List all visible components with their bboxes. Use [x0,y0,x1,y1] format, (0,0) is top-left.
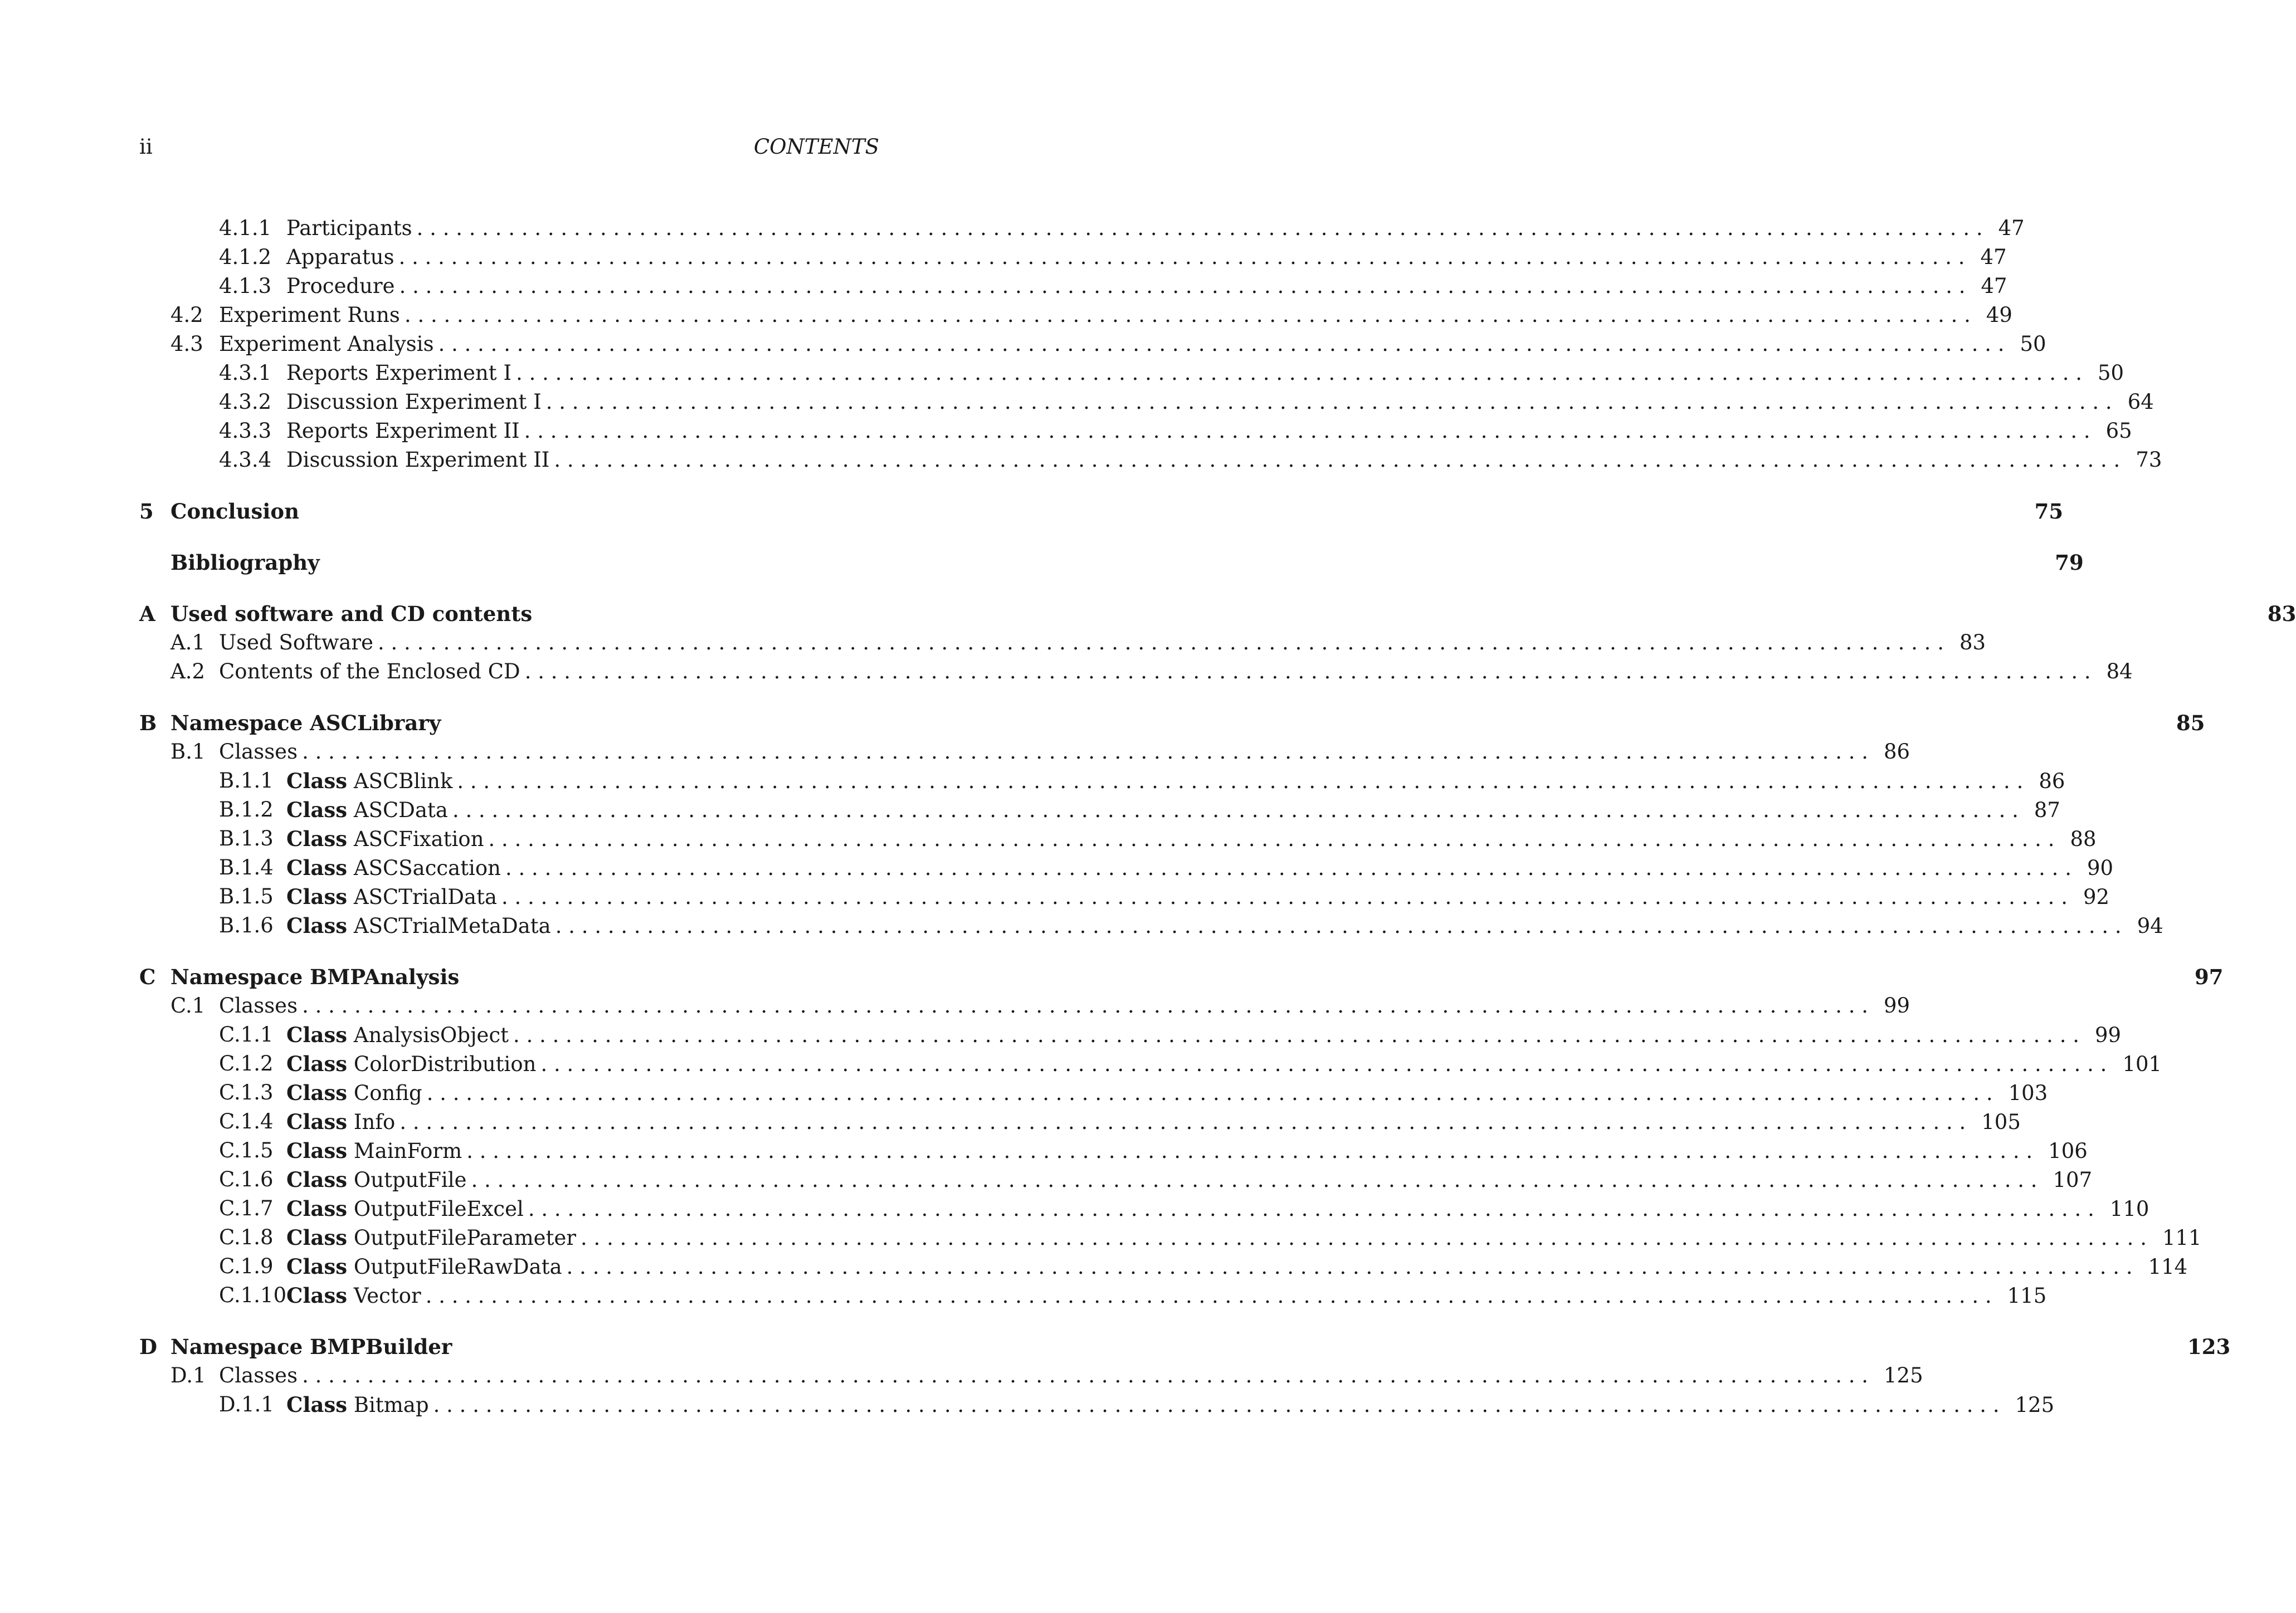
page-header [139,135,879,163]
dot-leader: . . . . . . . . . . . . . . . . . . . . . . . . . . . . . . . . . . . . . . . . . . . . . . . . . . . . . . . . . . . . . . . . . . . . . . . . . . . . . . . . . . . . . . . . . . . . . . . . . . . . . . . . . . . . . . . . . . . . . . . . [555,914,2122,938]
toc-entry-title [286,1078,422,1108]
toc-page-number: 84 [2106,659,2133,683]
dot-leader: . . . . . . . . . . . . . . . . . . . . . . . . . . . . . . . . . . . . . . . . . . . . . . . . . . . . . . . . . . . . . . . . . . . . . . . . . . . . . . . . . . . . . . . . . . . . . . . . . . . . . . . . . . . . . . . . . . . . . . . . [540,1052,2107,1076]
toc-page-number: 47 [1998,216,2025,240]
toc-entry-title [286,795,448,825]
toc-entry-row[interactable] [139,1136,2088,1165]
toc-entry-title: Experiment Analysis [219,332,434,356]
class-keyword: Class [286,1109,348,1134]
toc-entry-title: Classes [219,740,298,764]
class-name: ASCTrialData [353,885,498,909]
toc-page-number: 85 [2176,711,2205,735]
toc-entry-number: 4.1.1 [219,216,272,240]
dot-leader: . . . . . . . . . . . . . . . . . . . . . . . . . . . . . . . . . . . . . . . . . . . . . . . . . . . . . . . . . . . . . . . . . . . . . . . . . . . . . . . . . . . . . . . . . . . . . . . . . . . . . . . . . . . . . . . . . . . . . . . . [302,994,1868,1018]
toc-entry-title: Classes [219,1363,298,1387]
toc-entry-row[interactable] [139,272,2007,301]
toc-entry-row[interactable] [139,853,2114,882]
toc-page-number: 49 [1986,303,2012,327]
toc-chapter-row[interactable] [139,1332,2231,1361]
dot-leader: . . . . . . . . . . . . . . . . . . . . . . . . . . . . . . . . . . . . . . . . . . . . . . . . . . . . . . . . . . . . . . . . . . . . . . . . . . . . . . . . . . . . . . . . . . . . . . . . . . . . . . . . . . . . . . . . . . . . . . . . [398,245,1965,269]
class-name: AnalysisObject [353,1023,509,1047]
toc-entry-row[interactable] [139,1252,2188,1281]
toc-entry-number: 4.1.3 [219,274,272,298]
toc-entry-row[interactable] [139,359,2124,388]
toc-page-number: 88 [2070,827,2097,851]
toc-entry-number: 4.3.1 [219,361,272,385]
toc-page-number: 99 [1884,994,1910,1018]
toc-entry-number: 5 [139,499,154,524]
class-keyword: Class [286,1225,348,1250]
toc-entry-title: Contents of the Enclosed CD [219,659,520,683]
toc-entry-title: Namespace BMPBuilder [170,1335,452,1359]
toc-page-number: 97 [2194,965,2224,989]
toc-page-number: 94 [2137,914,2163,938]
toc-entry-title: Procedure [286,274,395,298]
toc-entry-title [286,882,497,912]
toc-entry-row[interactable] [139,1361,1923,1390]
toc-entry-number: B.1.5 [219,884,274,908]
toc-entry-row[interactable] [139,1078,2048,1107]
toc-chapter-row[interactable] [139,962,2224,991]
dot-leader: . . . . . . . . . . . . . . . . . . . . . . . . . . . . . . . . . . . . . . . . . . . . . . . . . . . . . . . . . . . . . . . . . . . . . . . . . . . . . . . . . . . . . . . . . . . . . . . . . . . . . . . . . . . . . . . . . . . . . . . . [528,1197,2094,1221]
toc-entry-number: 4.1.2 [219,245,272,269]
toc-entry-number: 4.3.3 [219,419,272,443]
toc-entry-number: B.1.1 [219,769,274,793]
running-title: CONTENTS [753,135,879,159]
class-keyword: Class [286,913,348,938]
toc-chapter-row[interactable] [139,548,2084,577]
class-keyword: Class [286,1081,348,1105]
toc-entry-title [286,1107,395,1137]
class-name: ASCData [353,798,448,822]
toc-entry-row[interactable] [139,1281,2047,1310]
toc-page-number: 75 [2034,499,2064,524]
class-name: OutputFileExcel [353,1197,524,1221]
toc-entry-number: D.1 [170,1363,206,1387]
class-name: Info [353,1110,396,1134]
toc-page-number: 64 [2127,390,2154,414]
dot-leader: . . . . . . . . . . . . . . . . . . . . . . . . . . . . . . . . . . . . . . . . . . . . . . . . . . . . . . . . . . . . . . . . . . . . . . . . . . . . . . . . . . . . . . . . . . . . . . . . . . . . . . . . . . . . . . . . . . . . . . . . [471,1168,2037,1192]
toc-page-number: 99 [2094,1023,2122,1047]
toc-entry-title [286,1194,524,1224]
dot-leader: . . . . . . . . . . . . . . . . . . . . . . . . . . . . . . . . . . . . . . . . . . . . . . . . . . . . . . . . . . . . . . . . . . . . . . . . . . . . . . . . . . . . . . . . . . . . . . . . . . . . . . . . . . . . . . . . . . . . . . . . [302,740,1868,764]
toc-entry-row[interactable] [139,417,2132,446]
toc-entry-title: Discussion Experiment II [286,448,550,472]
toc-entry-title [286,911,551,941]
toc-entry-number: 4.3 [170,332,203,356]
toc-entry-row[interactable] [139,1049,2162,1078]
dot-leader: . . . . . . . . . . . . . . . . . . . . . . . . . . . . . . . . . . . . . . . . . . . . . . . . . . . . . . . . . . . . . . . . . . . . . . . . . . . . . . . . . . . . . . . . . . . . . . . . . . . . . . . . . . . . . . . . . . . . . . . . [302,1363,1868,1387]
toc-page-number: 111 [2162,1226,2202,1250]
class-keyword: Class [286,798,348,822]
toc-page-number: 87 [2034,798,2060,822]
toc-chapter-row[interactable] [139,599,2296,628]
toc-entry-row[interactable] [139,1165,2093,1194]
dot-leader: . . . . . . . . . . . . . . . . . . . . . . . . . . . . . . . . . . . . . . . . . . . . . . . . . . . . . . . . . . . . . . . . . . . . . . . . . . . . . . . . . . . . . . . . . . . . . . . . . . . . . . . . . . . . . . . . . . . . . . . . [416,216,1983,240]
toc-entry-title: Classes [219,994,298,1018]
toc-page-number: 90 [2087,856,2114,880]
toc-entry-title: Reports Experiment II [286,419,520,443]
toc-entry-number: C.1.6 [219,1167,274,1191]
class-name: MainForm [353,1139,462,1163]
toc-page-number: 47 [1981,274,2007,298]
toc-entry-row[interactable] [139,628,1986,657]
toc-page-number: 103 [2008,1081,2048,1105]
toc-entry-number: B.1.4 [219,856,274,879]
toc-entry-row[interactable] [139,911,2163,940]
toc-entry-title: Conclusion [170,499,299,524]
toc-entry-number: B.1.3 [219,827,274,851]
class-name: ASCBlink [353,769,453,793]
dot-leader: . . . . . . . . . . . . . . . . . . . . . . . . . . . . . . . . . . . . . . . . . . . . . . . . . . . . . . . . . . . . . . . . . . . . . . . . . . . . . . . . . . . . . . . . . . . . . . . . . . . . . . . . . . . . . . . . . . . . . . . . [513,1023,2079,1047]
toc-entry-row[interactable] [139,657,2133,686]
toc-entry-number: D [139,1335,158,1359]
toc-entry-number: B [139,711,157,735]
dot-leader: . . . . . . . . . . . . . . . . . . . . . . . . . . . . . . . . . . . . . . . . . . . . . . . . . . . . . . . . . . . . . . . . . . . . . . . . . . . . . . . . . . . . . . . . . . . . . . . . . . . . . . . . . . . . . . . . . . . . . . . . [426,1081,1993,1105]
class-keyword: Class [286,1052,348,1076]
toc-entry-number: 4.3.2 [219,390,272,414]
toc-entry-row[interactable] [139,1194,2149,1223]
toc-page-number: 92 [2083,885,2110,909]
page-number: ii [139,135,153,159]
dot-leader: . . . . . . . . . . . . . . . . . . . . . . . . . . . . . . . . . . . . . . . . . . . . . . . . . . . . . . . . . . . . . . . . . . . . . . . . . . . . . . . . . . . . . . . . . . . . . . . . . . . . . . . . . . . . . . . . . . . . . . . . [505,856,2071,880]
toc-page-number: 106 [2048,1139,2088,1163]
toc-entry-row[interactable] [139,882,2110,911]
toc-entry-title [286,1390,429,1420]
class-name: ASCSaccation [353,856,501,880]
toc-chapter-row[interactable] [139,708,2205,737]
dot-leader: . . . . . . . . . . . . . . . . . . . . . . . . . . . . . . . . . . . . . . . . . . . . . . . . . . . . . . . . . . . . . . . . . . . . . . . . . . . . . . . . . . . . . . . . . . . . . . . . . . . . . . . . . . . . . . . . . . . . . . . . [581,1226,2147,1250]
toc-entry-number: A.1 [170,630,206,654]
toc-entry-row[interactable] [139,243,2007,272]
toc-entry-title: Experiment Runs [219,303,400,327]
dot-leader: . . . . . . . . . . . . . . . . . . . . . . . . . . . . . . . . . . . . . . . . . . . . . . . . . . . . . . . . . . . . . . . . . . . . . . . . . . . . . . . . . . . . . . . . . . . . . . . . . . . . . . . . . . . . . . . . . . . . . . . . [545,390,2112,414]
toc-entry-row[interactable] [139,214,2025,243]
toc-entry-number: C.1.3 [219,1081,274,1104]
toc-page-number: 86 [1884,740,1910,764]
toc-entry-row[interactable] [139,1390,2055,1419]
dot-leader: . . . . . . . . . . . . . . . . . . . . . . . . . . . . . . . . . . . . . . . . . . . . . . . . . . . . . . . . . . . . . . . . . . . . . . . . . . . . . . . . . . . . . . . . . . . . . . . . . . . . . . . . . . . . . . . . . . . . . . . . [516,361,2082,385]
toc-entry-title [286,1281,421,1311]
dot-leader: . . . . . . . . . . . . . . . . . . . . . . . . . . . . . . . . . . . . . . . . . . . . . . . . . . . . . . . . . . . . . . . . . . . . . . . . . . . . . . . . . . . . . . . . . . . . . . . . . . . . . . . . . . . . . . . . . . . . . . . . [399,1110,1966,1134]
dot-leader: . . . . . . . . . . . . . . . . . . . . . . . . . . . . . . . . . . . . . . . . . . . . . . . . . . . . . . . . . . . . . . . . . . . . . . . . . . . . . . . . . . . . . . . . . . . . . . . . . . . . . . . . . . . . . . . . . . . . . . . . [399,274,1966,298]
toc-entry-title: Discussion Experiment I [286,390,542,414]
class-keyword: Class [286,827,348,851]
class-name: Vector [353,1284,421,1308]
dot-leader: . . . . . . . . . . . . . . . . . . . . . . . . . . . . . . . . . . . . . . . . . . . . . . . . . . . . . . . . . . . . . . . . . . . . . . . . . . . . . . . . . . . . . . . . . . . . . . . . . . . . . . . . . . . . . . . . . . . . . . . . [466,1139,2033,1163]
toc-entry-number: C.1.5 [219,1138,274,1162]
class-keyword: Class [286,1196,348,1221]
class-name: ASCTrialMetaData [353,914,551,938]
dot-leader: . . . . . . . . . . . . . . . . . . . . . . . . . . . . . . . . . . . . . . . . . . . . . . . . . . . . . . . . . . . . . . . . . . . . . . . . . . . . . . . . . . . . . . . . . . . . . . . . . . . . . . . . . . . . . . . . . . . . . . . . [501,885,2068,909]
toc-page-number: 79 [2055,550,2084,575]
toc-page-number: 47 [1980,245,2007,269]
toc-entry-title: Namespace BMPAnalysis [170,965,460,989]
class-name: ColorDistribution [353,1052,537,1076]
dot-leader: . . . . . . . . . . . . . . . . . . . . . . . . . . . . . . . . . . . . . . . . . . . . . . . . . . . . . . . . . . . . . . . . . . . . . . . . . . . . . . . . . . . . . . . . . . . . . . . . . . . . . . . . . . . . . . . . . . . . . . . . [566,1255,2133,1279]
toc-page-number: 110 [2109,1197,2149,1221]
toc-entry-number: A [139,602,155,626]
dot-leader: . . . . . . . . . . . . . . . . . . . . . . . . . . . . . . . . . . . . . . . . . . . . . . . . . . . . . . . . . . . . . . . . . . . . . . . . . . . . . . . . . . . . . . . . . . . . . . . . . . . . . . . . . . . . . . . . . . . . . . . . [452,798,2019,822]
class-keyword: Class [286,1167,348,1192]
toc-entry-row[interactable] [139,1223,2202,1252]
toc-page-number: 73 [2136,448,2162,472]
class-keyword: Class [286,1254,348,1279]
toc-page-number: 101 [2122,1052,2162,1076]
class-name: Bitmap [353,1393,429,1417]
toc-entry-title [286,1136,462,1166]
toc-entry-row[interactable] [139,824,2097,853]
toc-page-number: 125 [1884,1363,1923,1387]
toc-page-number: 115 [2007,1284,2047,1308]
toc-entry-title: Apparatus [286,245,394,269]
toc-entry-row[interactable] [139,766,2065,795]
toc-entry-title: Participants [286,216,412,240]
class-keyword: Class [286,884,348,909]
toc-page-number: 65 [2105,419,2132,443]
toc-entry-row[interactable] [139,991,1910,1020]
toc-entry-row[interactable] [139,1107,2021,1136]
class-keyword: Class [286,1138,348,1163]
class-name: OutputFileRawData [353,1255,562,1279]
dot-leader: . . . . . . . . . . . . . . . . . . . . . . . . . . . . . . . . . . . . . . . . . . . . . . . . . . . . . . . . . . . . . . . . . . . . . . . . . . . . . . . . . . . . . . . . . . . . . . . . . . . . . . . . . . . . . . . . . . . . . . . . [524,659,2091,683]
toc-entry-number: C.1.4 [219,1109,274,1133]
dot-leader: . . . . . . . . . . . . . . . . . . . . . . . . . . . . . . . . . . . . . . . . . . . . . . . . . . . . . . . . . . . . . . . . . . . . . . . . . . . . . . . . . . . . . . . . . . . . . . . . . . . . . . . . . . . . . . . . . . . . . . . . [457,769,2024,793]
toc-entry-number: 4.2 [170,303,203,327]
class-keyword: Class [286,856,348,880]
toc-entry-number: C.1.1 [219,1023,274,1047]
class-name: OutputFile [353,1168,467,1192]
toc-entry-title: Used software and CD contents [170,602,533,626]
toc-entry-title [286,1165,467,1195]
toc-entry-number: B.1 [170,740,206,764]
toc-entry-title [286,824,484,854]
toc-entry-title: Namespace ASCLibrary [170,711,441,735]
toc-page-number: 123 [2187,1335,2231,1359]
toc-entry-row[interactable] [139,330,2046,359]
class-keyword: Class [286,769,348,793]
toc-entry-title: Bibliography [170,550,320,575]
toc-entry-title: Used Software [219,630,374,654]
dot-leader: . . . . . . . . . . . . . . . . . . . . . . . . . . . . . . . . . . . . . . . . . . . . . . . . . . . . . . . . . . . . . . . . . . . . . . . . . . . . . . . . . . . . . . . . . . . . . . . . . . . . . . . . . . . . . . . . . . . . . . . . [524,419,2090,443]
toc-page-number: 125 [2015,1393,2055,1417]
class-name: OutputFileParameter [353,1226,577,1250]
class-name: ASCFixation [353,827,484,851]
toc-entry-row[interactable] [139,388,2154,417]
class-name: Config [353,1081,422,1105]
toc-page-number: 50 [2098,361,2124,385]
dot-leader: . . . . . . . . . . . . . . . . . . . . . . . . . . . . . . . . . . . . . . . . . . . . . . . . . . . . . . . . . . . . . . . . . . . . . . . . . . . . . . . . . . . . . . . . . . . . . . . . . . . . . . . . . . . . . . . . . . . . . . . . [554,448,2120,472]
toc-entry-number: C.1.9 [219,1254,274,1278]
toc-entry-number: B.1.6 [219,913,274,937]
dot-leader: . . . . . . . . . . . . . . . . . . . . . . . . . . . . . . . . . . . . . . . . . . . . . . . . . . . . . . . . . . . . . . . . . . . . . . . . . . . . . . . . . . . . . . . . . . . . . . . . . . . . . . . . . . . . . . . . . . . . . . . . [425,1284,1992,1308]
toc-entry-title: Reports Experiment I [286,361,512,385]
toc-page-number: 83 [2267,602,2296,626]
toc-entry-number: C.1.2 [219,1052,274,1076]
toc-entry-number: B.1.2 [219,798,274,822]
toc-entry-title [286,853,501,883]
dot-leader: . . . . . . . . . . . . . . . . . . . . . . . . . . . . . . . . . . . . . . . . . . . . . . . . . . . . . . . . . . . . . . . . . . . . . . . . . . . . . . . . . . . . . . . . . . . . . . . . . . . . . . . . . . . . . . . . . . . . . . . . [488,827,2055,851]
toc-page-number: 105 [1981,1110,2021,1134]
toc-entry-title [286,1252,562,1282]
toc-entry-number: C.1 [170,994,206,1018]
toc-entry-row[interactable] [139,795,2060,824]
toc-entry-row[interactable] [139,1020,2122,1049]
toc-entry-title [286,1049,537,1079]
toc-chapter-row[interactable] [139,497,2064,526]
dot-leader: . . . . . . . . . . . . . . . . . . . . . . . . . . . . . . . . . . . . . . . . . . . . . . . . . . . . . . . . . . . . . . . . . . . . . . . . . . . . . . . . . . . . . . . . . . . . . . . . . . . . . . . . . . . . . . . . . . . . . . . . [438,332,2005,356]
toc-entry-number: C.1.8 [219,1225,274,1249]
toc-entry-number: 4.3.4 [219,448,272,472]
class-keyword: Class [286,1023,348,1047]
toc-page-number: 114 [2148,1255,2188,1279]
toc-entry-row[interactable] [139,446,2162,475]
toc-entry-number: C.1.10 [219,1283,287,1307]
toc-page-number: 86 [2039,769,2065,793]
toc-entry-row[interactable] [139,301,2012,330]
dot-leader: . . . . . . . . . . . . . . . . . . . . . . . . . . . . . . . . . . . . . . . . . . . . . . . . . . . . . . . . . . . . . . . . . . . . . . . . . . . . . . . . . . . . . . . . . . . . . . . . . . . . . . . . . . . . . . . . . . . . . . . . [378,630,1944,654]
dot-leader: . . . . . . . . . . . . . . . . . . . . . . . . . . . . . . . . . . . . . . . . . . . . . . . . . . . . . . . . . . . . . . . . . . . . . . . . . . . . . . . . . . . . . . . . . . . . . . . . . . . . . . . . . . . . . . . . . . . . . . . . [404,303,1971,327]
toc-entry-row[interactable] [139,737,1910,766]
toc-entry-title [286,1020,509,1050]
toc-page-number: 50 [2020,332,2046,356]
toc-entry-number: C.1.7 [219,1196,274,1220]
class-keyword: Class [286,1283,348,1308]
toc-entry-number: C [139,965,156,989]
class-keyword: Class [286,1392,348,1417]
toc-entry-title [286,1223,576,1253]
toc-entry-number: A.2 [170,659,206,683]
toc-page-number: 107 [2053,1168,2093,1192]
toc-entry-title [286,766,452,796]
dot-leader: . . . . . . . . . . . . . . . . . . . . . . . . . . . . . . . . . . . . . . . . . . . . . . . . . . . . . . . . . . . . . . . . . . . . . . . . . . . . . . . . . . . . . . . . . . . . . . . . . . . . . . . . . . . . . . . . . . . . . . . . [433,1393,2000,1417]
toc-page-number: 83 [1959,630,1986,654]
toc-entry-number: D.1.1 [219,1392,274,1416]
